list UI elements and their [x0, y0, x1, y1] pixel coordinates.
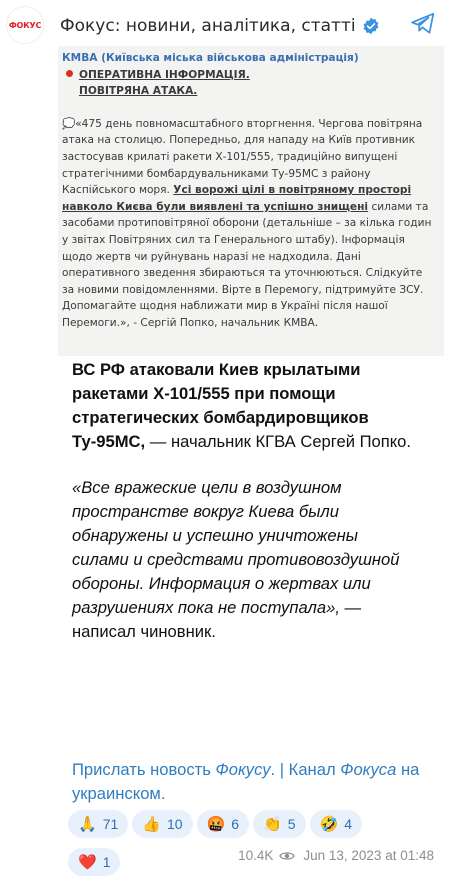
send-news-link-text: Прислать новость [72, 760, 216, 779]
send-news-link-dot: . [270, 760, 276, 779]
thumbs-up-icon: 👍 [142, 816, 161, 833]
image-source: КМВА (Київська міська військова адміністрація) [62, 52, 359, 64]
channel-header [60, 12, 440, 40]
image-para-tail: силами та засобами протиповітряної оборони (детальніше – за кілька годин у звітах Повітряних сил та Генерального штабу). Інформація щодо жертв чи руйнувань наразі не надходила. Дані оперативного зведення збираються та уточнюються. Слідкуйте за новими повідомленнями. Вірте в Перемогу, підтримуйте ЗСУ. Допомагайте щодня наближати мир в Україні після нашої Перемоги.», - Сергій Попко, начальник КМВА. [62, 200, 432, 329]
avatar-text: ФОКУС [8, 20, 42, 30]
pray-icon: 🙏 [78, 816, 97, 833]
message-links [72, 758, 432, 806]
channel-title[interactable]: Фокус: новини, аналітика, статті [60, 16, 356, 36]
reaction-count: 4 [344, 816, 352, 832]
speech-bubble-icon: 💭 [62, 117, 76, 130]
reaction-count: 1 [102, 854, 111, 870]
channel-ua-link-text: Канал [288, 760, 341, 779]
link-separator: | [275, 760, 289, 779]
reaction-thumbs-up[interactable] [132, 810, 192, 838]
cursing-face-icon: 🤬 [206, 816, 226, 833]
reaction-count: 10 [166, 816, 183, 832]
reaction-count: 5 [287, 816, 296, 832]
message-paragraph-2 [72, 476, 412, 644]
send-news-link-brand: Фокусу [215, 760, 271, 779]
message-bold: ВС РФ атаковали Киев крылатыми ракетами Х-101/555 при помощи стратегических бомбардировщиков Ту-95МС, [72, 360, 369, 451]
reaction-rofl[interactable] [310, 810, 362, 838]
image-para-1: «475 день повномасштабного вторгнення. Чергова повітряна атака на столицю. Попередньо, для нападу на Київ противник застосував крилаті ракети Х-101/555, традиційно випущені стратегічними бомбардувальниками Ту-95МС з району Каспійського моря. [62, 117, 423, 197]
reaction-clap[interactable] [253, 810, 305, 838]
channel-avatar[interactable] [6, 6, 44, 44]
message-paragraph-1 [72, 358, 412, 454]
message-regular: — начальник КГВА Сергей Попко. [145, 432, 411, 451]
message-card [56, 40, 444, 880]
views-count: 10.4K [238, 848, 274, 863]
message-quote-tail: — написал чиновник. [72, 598, 362, 641]
reaction-pray[interactable] [68, 810, 128, 838]
timestamp: Jun 13, 2023 at 01:48 [303, 848, 434, 863]
telegram-share-icon[interactable] [410, 10, 436, 36]
red-dot-icon [66, 70, 73, 77]
post-image[interactable] [58, 46, 444, 356]
image-para-bold: Усі ворожі цілі в повітряному просторі навколо Києва були виявлені та успішно знищені [62, 184, 412, 213]
image-text-block [62, 50, 436, 332]
rofl-icon: 🤣 [319, 816, 339, 833]
send-news-link[interactable] [72, 760, 275, 779]
channel-ua-link-tail: на украинском. [72, 760, 420, 803]
heart-icon: ❤️ [78, 854, 97, 871]
image-heading-1: ОПЕРАТИВНА ІНФОРМАЦІЯ. [79, 68, 250, 81]
verified-badge-icon [362, 17, 380, 35]
reaction-count: 6 [231, 816, 240, 832]
reaction-heart[interactable] [68, 848, 120, 876]
clapping-hands-icon: 👏 [263, 816, 282, 833]
message-text [72, 358, 412, 666]
channel-ua-link-brand: Фокуса [340, 760, 397, 779]
message-meta [238, 848, 434, 863]
eye-icon [279, 850, 295, 862]
reaction-count: 71 [102, 816, 119, 832]
message-quote: «Все вражеские цели в воздушном пространстве вокруг Киева были обнаружены и успешно уничтожены силами и средствами противовоздушной обороны. Информация о жертвах или разрушениях пока не поступала», [72, 478, 400, 617]
image-body [62, 116, 436, 332]
reaction-cursing[interactable] [197, 810, 249, 838]
image-heading-2: ПОВІТРЯНА АТАКА. [79, 85, 198, 98]
